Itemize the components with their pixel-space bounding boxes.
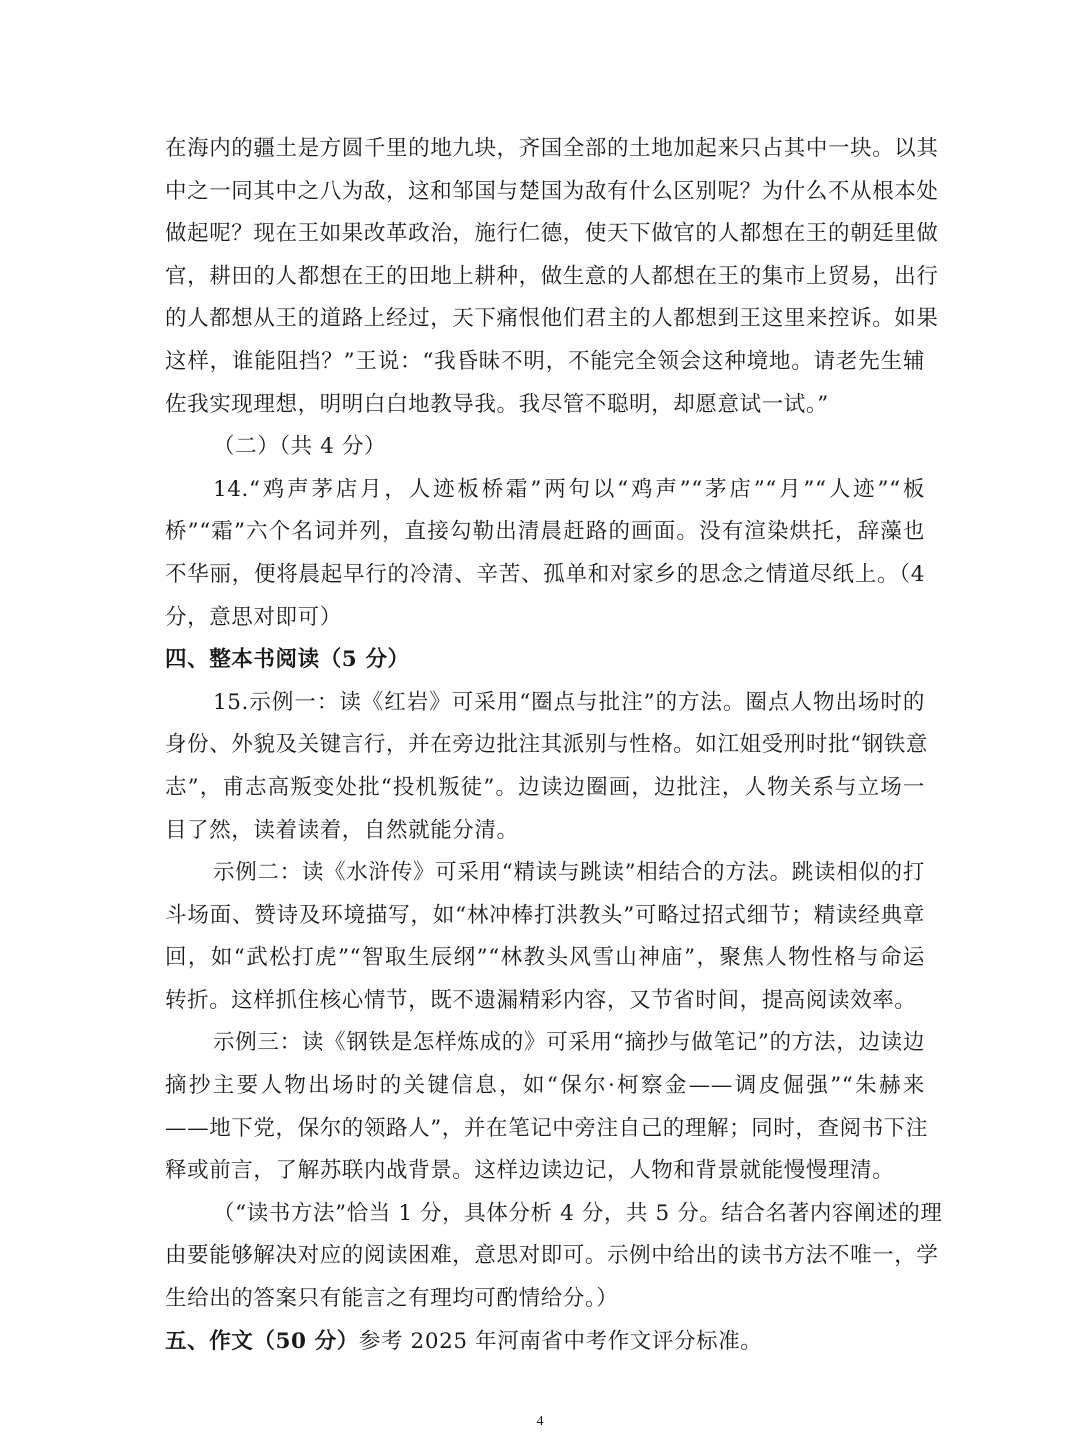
- text-line: 中之一同其中之八为敌，这和邹国与楚国为敌有什么区别呢？为什么不从根本处: [165, 178, 939, 204]
- text-line: 回，如“武松打虎”“智取生辰纲”“林教头风雪山神庙”，聚焦人物性格与命运: [165, 945, 925, 971]
- text-line: 志”，甫志高叛变处批“投机叛徒”。边读边圈画，边批注，人物关系与立场一: [165, 774, 925, 800]
- text-line: 身份、外貌及关键言行，并在旁边批注其派别与性格。如江姐受刑时批“钢铁意: [165, 732, 928, 758]
- text-line: 佐我实现理想，明明白白地教导我。我尽管不聪明，却愿意试一试。”: [165, 391, 829, 417]
- text-line: 由要能够解决对应的阅读困难，意思对即可。示例中给出的读书方法不唯一，学: [165, 1243, 939, 1269]
- text-line: 15.示例一：读《红岩》可采用“圈点与批注”的方法。圈点人物出场时的: [213, 689, 925, 715]
- text-line: 释或前言，了解苏联内战背景。这样边读边记，人物和背景就能慢慢理清。: [165, 1158, 895, 1184]
- page-number: 4: [536, 1414, 544, 1429]
- question-15-example-1: [165, 682, 928, 852]
- text-line: （“读书方法”恰当 1 分，具体分析 4 分，共 5 分。结合名著内容阐述的理: [213, 1200, 943, 1226]
- text-line: 目了然，读着读着，自然就能分清。: [165, 817, 519, 843]
- section-label: （二）（共 4 分）: [213, 434, 387, 460]
- section-title: 五、作文（50 分）: [165, 1328, 359, 1354]
- text-line: 这样，谁能阻挡？”王说：“我昏昧不明，不能完全领会这种境地。请老先生辅: [165, 348, 925, 374]
- text-line: 示例三：读《钢铁是怎样炼成的》可采用“摘抄与做笔记”的方法，边读边: [213, 1030, 925, 1056]
- translation-paragraph: [165, 128, 939, 426]
- text-line: 生给出的答案只有能言之有理均可酌情给分。）: [165, 1286, 619, 1312]
- text-line: 桥”“霜”六个名词并列，直接勾勒出清晨赶路的画面。没有渲染烘托，辞藻也: [165, 519, 925, 545]
- text-line: 14.“鸡声茅店月，人迹板桥霜”两句以“鸡声”“茅店”“月”“人迹”“板: [213, 476, 925, 502]
- section-5-text: 参考 2025 年河南省中考作文评分标准。: [358, 1328, 763, 1354]
- text-line: 示例二：读《水浒传》可采用“精读与跳读”相结合的方法。跳读相似的打: [213, 860, 925, 886]
- text-line: 斗场面、赞诗及环境描写，如“林冲棒打洪教头”可略过招式细节；精读经典章: [165, 902, 925, 928]
- question-15-example-2: [165, 852, 925, 1022]
- section-4-heading: [165, 639, 925, 682]
- text-line: 做起呢？现在王如果改革政治，施行仁德，使天下做官的人都想在王的朝廷里做: [165, 221, 939, 247]
- text-line: 不华丽，便将晨起早行的冷清、辛苦、孤单和对家乡的思念之情道尽纸上。（4: [165, 561, 925, 587]
- section-title: 四、整本书阅读（5 分）: [165, 647, 410, 673]
- question-14-answer: [165, 469, 925, 639]
- text-line: ——地下党，保尔的领路人”，并在笔记中旁注自己的理解；同时，查阅书下注: [165, 1115, 928, 1141]
- text-line: 在海内的疆土是方圆千里的地九块，齐国全部的土地加起来只占其中一块。以其: [165, 136, 939, 161]
- page-content: [165, 128, 943, 1363]
- text-line: 的人都想从王的道路上经过，天下痛恨他们君主的人都想到王这里来控诉。如果: [165, 306, 939, 332]
- question-15-example-3: [165, 1022, 928, 1192]
- text-line: 摘抄主要人物出场时的关键信息，如“保尔·柯察金——调皮倔强”“朱赫来: [165, 1073, 925, 1099]
- question-15-scoring-note: [165, 1193, 943, 1321]
- text-line: 分，意思对即可）: [165, 604, 342, 630]
- section-5-line: [165, 1321, 925, 1364]
- text-line: 官，耕田的人都想在王的田地上耕种，做生意的人都想在王的集市上贸易，出行: [165, 263, 939, 289]
- text-line: 转折。这样抓住核心情节，既不遗漏精彩内容，又节省时间，提高阅读效率。: [165, 987, 917, 1013]
- section-2-heading: [165, 426, 925, 469]
